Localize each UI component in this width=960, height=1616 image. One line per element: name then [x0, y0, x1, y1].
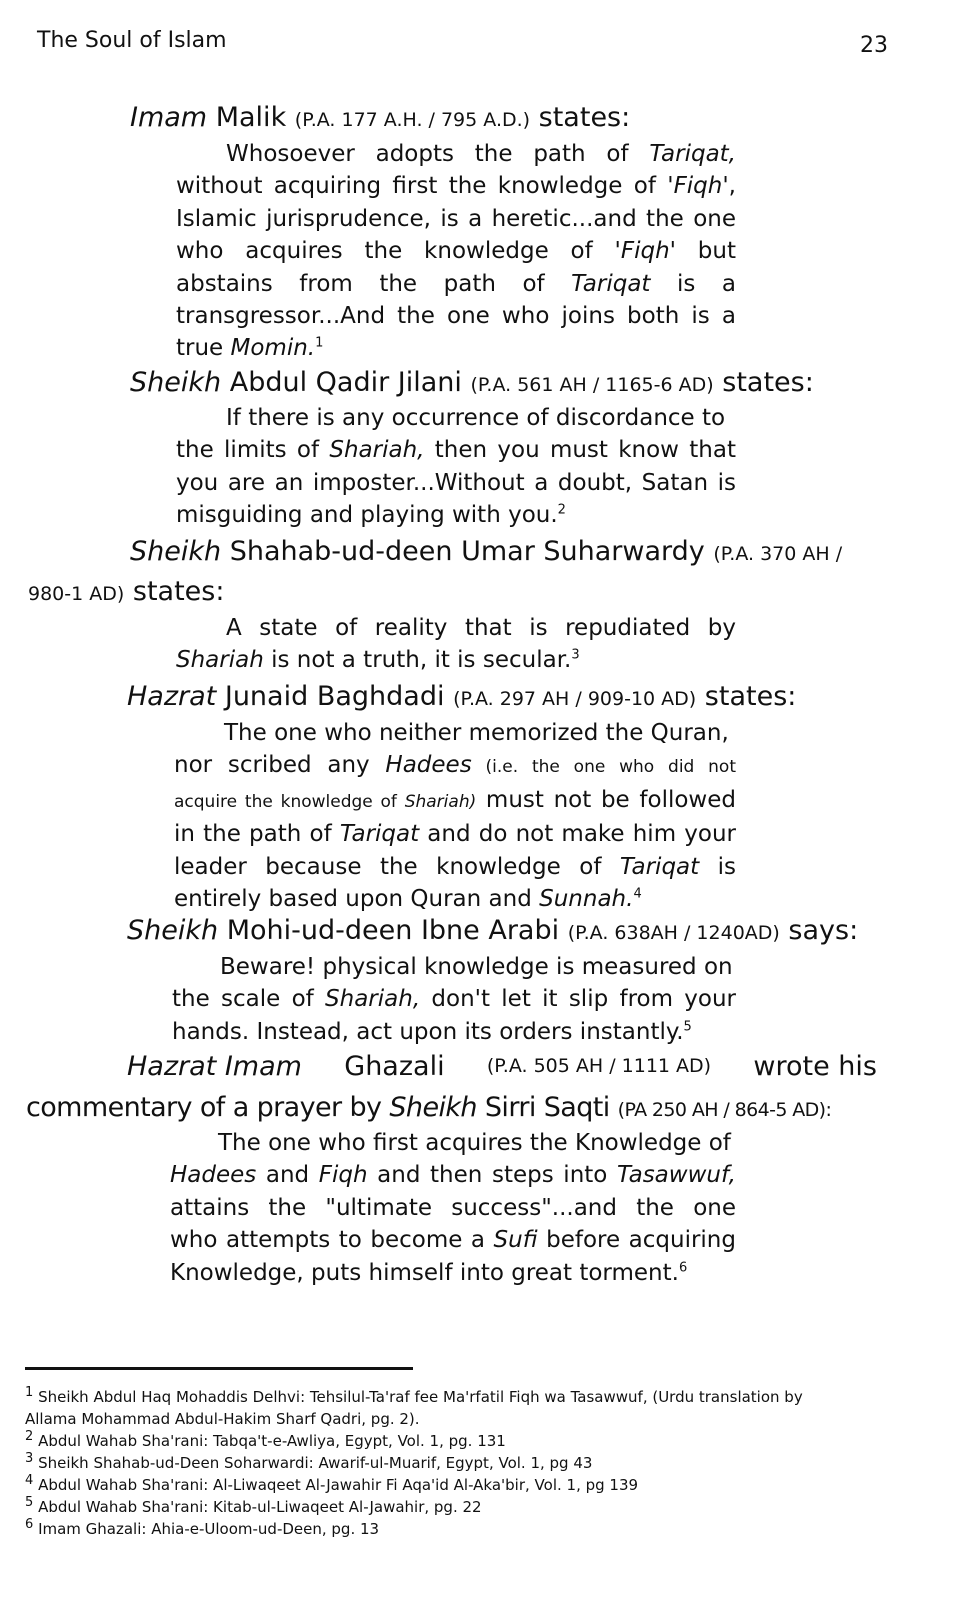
footnote: $^2$ Abdul Wahab Sha'rani: Tabqa't-e-Awliya, Egypt, Vol. 1, pg. 131	[25, 1429, 506, 1450]
quote-line: Whosoever adopts the path of Tariqat,	[226, 141, 736, 167]
period-dates: (P.A. 505 AH / 1111 AD)	[486, 1055, 712, 1077]
quote-line: you are an imposter...Without a doubt, Satan is	[176, 469, 736, 496]
footnote: $^6$ Imam Ghazali: Ahia-e-Uloom-ud-Deen, pg. 13	[25, 1517, 380, 1538]
intro-verb: wrote his	[753, 1051, 877, 1082]
quote-line: Knowledge, puts himself into great torment.$^6$	[170, 1259, 688, 1286]
quote-line: A state of reality that is repudiated by	[226, 615, 736, 641]
quote-line: the scale of Shariah, don't let it slip from your	[172, 986, 736, 1013]
honorific: Hazrat Imam	[127, 1051, 302, 1082]
person-name: Malik	[215, 102, 287, 133]
intro-verb: states:	[704, 681, 797, 712]
quote-line: Hadees and Fiqh and then steps into Tasawwuf,	[170, 1162, 736, 1189]
honorific: Sheikh	[127, 915, 219, 946]
quote-line: The one who neither memorized the Quran,	[224, 720, 729, 746]
running-header-title: The Soul of Islam	[37, 28, 227, 53]
quote-line: in the path of Tariqat and do not make him your	[174, 821, 736, 848]
honorific: Imam	[130, 102, 208, 133]
honorific: Hazrat	[127, 681, 217, 712]
period-dates: (P.A. 297 AH / 909-10 AD)	[453, 688, 697, 710]
quote-line: The one who first acquires the Knowledge of	[218, 1130, 731, 1156]
footnote: $^3$ Sheikh Shahab-ud-Deen Soharwardi: Awarif-ul-Muarif, Egypt, Vol. 1, pg 43	[25, 1451, 593, 1472]
quote-line: acquire the knowledge of Shariah) must not be followed	[174, 786, 736, 813]
intro-verb: says:	[788, 915, 859, 946]
malik-quote	[176, 138, 736, 365]
footnote: $^4$ Abdul Wahab Sha'rani: Al-Liwaqeet Al-Jawahir Fi Aqa'id Al-Aka'bir, Vol. 1, pg 139	[25, 1473, 639, 1494]
ghazali-intro	[127, 1053, 877, 1080]
suharwardy-quote	[176, 612, 736, 677]
quote-line: If there is any occurrence of discordance to	[226, 405, 726, 431]
footnote-ref: 1	[315, 335, 324, 351]
quote-line: abstains from the path of Tariqat is a	[176, 270, 736, 297]
quote-line: attains the "ultimate success"...and the one	[170, 1194, 736, 1221]
quote-line: leader because the knowledge of Tariqat is	[174, 853, 736, 880]
period-dates: (PA 250 AH / 864-5 AD):	[617, 1099, 832, 1121]
quote-line: true Momin.$^1$	[176, 335, 324, 362]
period-dates: (P.A. 177 A.H. / 795 A.D.)	[294, 109, 531, 131]
period-dates: 980-1 AD)	[28, 583, 125, 605]
arabi-intro	[127, 917, 858, 944]
jilani-intro	[130, 369, 814, 396]
page-number: 23	[860, 33, 888, 58]
honorific: Sheikh	[389, 1092, 477, 1123]
suharwardy-intro	[130, 538, 842, 565]
footnote: Allama Mohammad Abdul-Hakim Sharf Qadri, pg. 2).	[25, 1410, 420, 1428]
footnote-ref: 3	[571, 647, 580, 663]
quote-line: who acquires the knowledge of 'Fiqh' but	[176, 238, 736, 265]
arabi-quote	[172, 951, 736, 1048]
jilani-quote	[176, 402, 736, 532]
intro-verb: states:	[132, 576, 225, 607]
footnote: $^1$ Sheikh Abdul Haq Mohaddis Delhvi: Tehsilul-Ta'raf fee Ma'rfatil Fiqh wa Tasawwuf, (Urdu translation by	[25, 1385, 803, 1406]
honorific: Sheikh	[130, 367, 222, 398]
junaid-quote	[174, 717, 736, 915]
period-dates: (P.A. 370 AH /	[713, 543, 843, 565]
suharwardy-intro-cont	[28, 578, 224, 605]
person-name: Abdul Qadir Jilani	[229, 367, 462, 398]
person-name: Ghazali	[344, 1051, 445, 1082]
footnote-ref: 4	[633, 886, 642, 902]
person-name: Junaid Baghdadi	[224, 681, 445, 712]
footnote-ref: 6	[678, 1259, 688, 1275]
quote-line: entirely based upon Quran and Sunnah.$^4$	[174, 886, 642, 913]
honorific: Sheikh	[130, 536, 222, 567]
quote-line: Islamic jurisprudence, is a heretic...and the one	[176, 205, 736, 232]
quote-line: misguiding and playing with you.$^2$	[176, 502, 566, 529]
quote-line: hands. Instead, act upon its orders instantly.$^5$	[172, 1018, 692, 1045]
quote-line: nor scribed any Hadees (i.e. the one who did not	[174, 752, 736, 779]
period-dates: (P.A. 561 AH / 1165-6 AD)	[470, 374, 714, 396]
person-name: Sirri Saqti	[484, 1092, 610, 1123]
intro-verb: states:	[722, 367, 814, 398]
quote-line: the limits of Shariah, then you must know that	[176, 437, 736, 464]
footnote: $^5$ Abdul Wahab Sha'rani: Kitab-ul-Liwaqeet Al-Jawahir, pg. 22	[25, 1495, 482, 1516]
period-dates: (P.A. 638AH / 1240AD)	[567, 922, 780, 944]
malik-intro	[130, 104, 630, 131]
quote-line: Shariah is not a truth, it is secular.$^3$	[176, 647, 580, 674]
quote-line: transgressor...And the one who joins both is a	[176, 303, 736, 330]
ghazali-intro-cont: commentary of a prayer by Sheikh Sirri Saqti (PA 250 AH / 864-5 AD):	[26, 1092, 832, 1123]
junaid-intro	[127, 683, 796, 710]
person-name: Mohi-ud-deen Ibne Arabi	[226, 915, 560, 946]
quote-line: without acquiring first the knowledge of 'Fiqh',	[176, 173, 736, 200]
footnote-ref: 2	[557, 502, 566, 518]
footnote-ref: 5	[683, 1019, 692, 1035]
person-name: Shahab-ud-deen Umar Suharwardy	[229, 536, 705, 567]
footnote-divider	[25, 1367, 413, 1370]
footnotes	[25, 1386, 880, 1540]
ghazali-quote	[170, 1127, 736, 1289]
quote-line: Beware! physical knowledge is measured on	[220, 954, 733, 980]
intro-verb: states:	[538, 102, 631, 133]
quote-line: who attempts to become a Sufi before acquiring	[170, 1227, 736, 1254]
